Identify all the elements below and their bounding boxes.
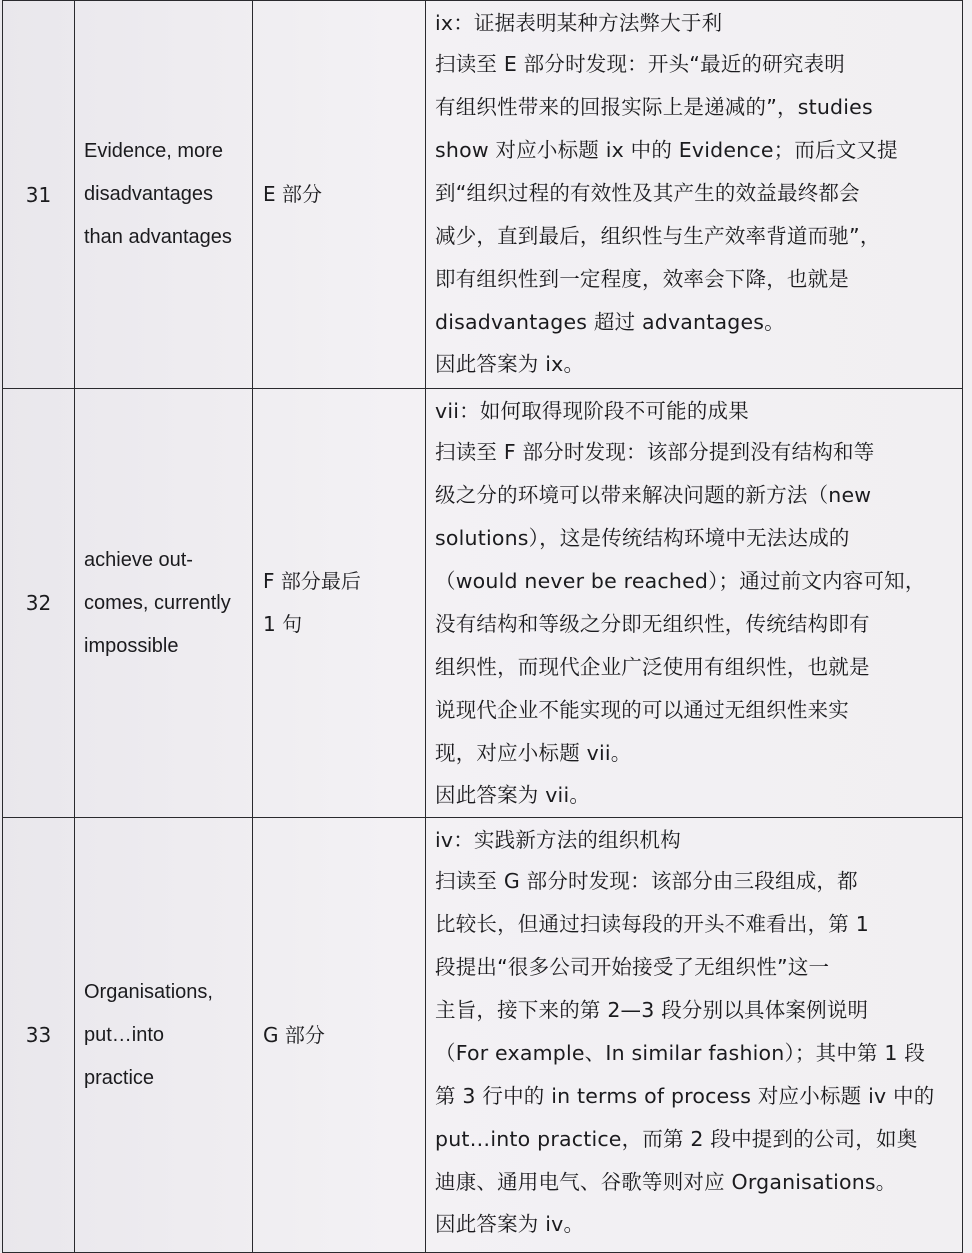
explanation-line: 减少，直到最后，组织性与生产效率背道而驰”， (435, 224, 881, 248)
conclusion-line: 因此答案为 vii。 (435, 783, 591, 807)
explanation-line: 迪康、通用电气、谷歌等则对应 Organisations。 (435, 1170, 897, 1194)
explanation-line: 说现代企业不能实现的可以通过无组织性来实 (435, 698, 849, 722)
keywords-cell (75, 389, 253, 818)
keywords-cell (75, 1, 253, 389)
keyword-line: Evidence, more (84, 140, 223, 162)
heading-line: ix：证据表明某种方法弊大于利 (435, 11, 723, 35)
keyword-line: than advantages (84, 226, 232, 248)
keyword-line: comes, currently (84, 591, 231, 614)
explanation-line: 第 3 行中的 in terms of process 对应小标题 iv 中的 (435, 1084, 935, 1108)
explanation-line: 即有组织性到一定程度，效率会下降，也就是 (435, 267, 849, 291)
explanation-cell (426, 1, 963, 389)
location-cell (253, 389, 426, 818)
explanation-line: 比较长，但通过扫读每段的开头不难看出，第 1 (435, 912, 869, 936)
explanation-line: 组织性，而现代企业广泛使用有组织性，也就是 (435, 655, 870, 679)
explanation-line: 主旨，接下来的第 2—3 段分别以具体案例说明 (435, 998, 869, 1022)
explanation-cell (426, 818, 963, 1253)
explanation-line: put…into practice，而第 2 段中提到的公司，如奥 (435, 1127, 918, 1151)
question-number: 33 (3, 818, 75, 1253)
keyword-line: disadvantages (84, 183, 213, 205)
explanation-line: show 对应小标题 ix 中的 Evidence；而后文又提 (435, 138, 898, 162)
explanation-line: （would never be reached）；通过前文内容可知， (435, 569, 926, 593)
table-row-33 (3, 818, 963, 1253)
question-number: 31 (3, 1, 75, 389)
explanation-line: 没有结构和等级之分即无组织性，传统结构即有 (435, 612, 870, 636)
keyword-line: practice (84, 1066, 155, 1089)
explanation-line: 现，对应小标题 vii。 (435, 741, 632, 765)
location-cell (253, 1, 426, 389)
explanation-line: 有组织性带来的回报实际上是递减的”，studies (435, 95, 873, 119)
table-row-31 (3, 1, 963, 389)
explanation-line: 级之分的环境可以带来解决问题的新方法（new (435, 483, 872, 507)
location-line: F 部分最后 (263, 569, 361, 593)
explanation-line: disadvantages 超过 advantages。 (435, 310, 785, 334)
keyword-line: achieve out- (84, 548, 193, 571)
answer-analysis-table (2, 0, 963, 1253)
heading-line: iv：实践新方法的组织机构 (435, 828, 681, 852)
explanation-line: solutions），这是传统结构环境中无法达成的 (435, 526, 850, 550)
heading-line: vii：如何取得现阶段不可能的成果 (435, 399, 749, 423)
keyword-line: Organisations, (84, 980, 213, 1003)
location-line: E 部分 (263, 182, 322, 206)
conclusion-line: 因此答案为 iv。 (435, 1212, 585, 1236)
explanation-line: 扫读至 F 部分时发现：该部分提到没有结构和等 (435, 440, 875, 464)
explanation-line: 到“组织过程的有效性及其产生的效益最终都会 (435, 181, 860, 205)
explanation-line: 扫读至 E 部分时发现：开头“最近的研究表明 (435, 52, 846, 76)
explanation-line: （For example、In similar fashion）；其中第 1 段 (435, 1041, 926, 1065)
keywords-cell (75, 818, 253, 1253)
question-number: 32 (3, 389, 75, 818)
location-line: G 部分 (263, 1022, 325, 1047)
keyword-line: put…into (84, 1023, 165, 1046)
explanation-line: 段提出“很多公司开始接受了无组织性”这一 (435, 955, 830, 979)
location-cell (253, 818, 426, 1253)
location-line: 1 句 (263, 612, 303, 636)
table-row-32 (3, 389, 963, 818)
conclusion-line: 因此答案为 ix。 (435, 352, 585, 376)
explanation-line: 扫读至 G 部分时发现：该部分由三段组成，都 (435, 869, 858, 893)
explanation-cell (426, 389, 963, 818)
keyword-line: impossible (84, 634, 179, 657)
